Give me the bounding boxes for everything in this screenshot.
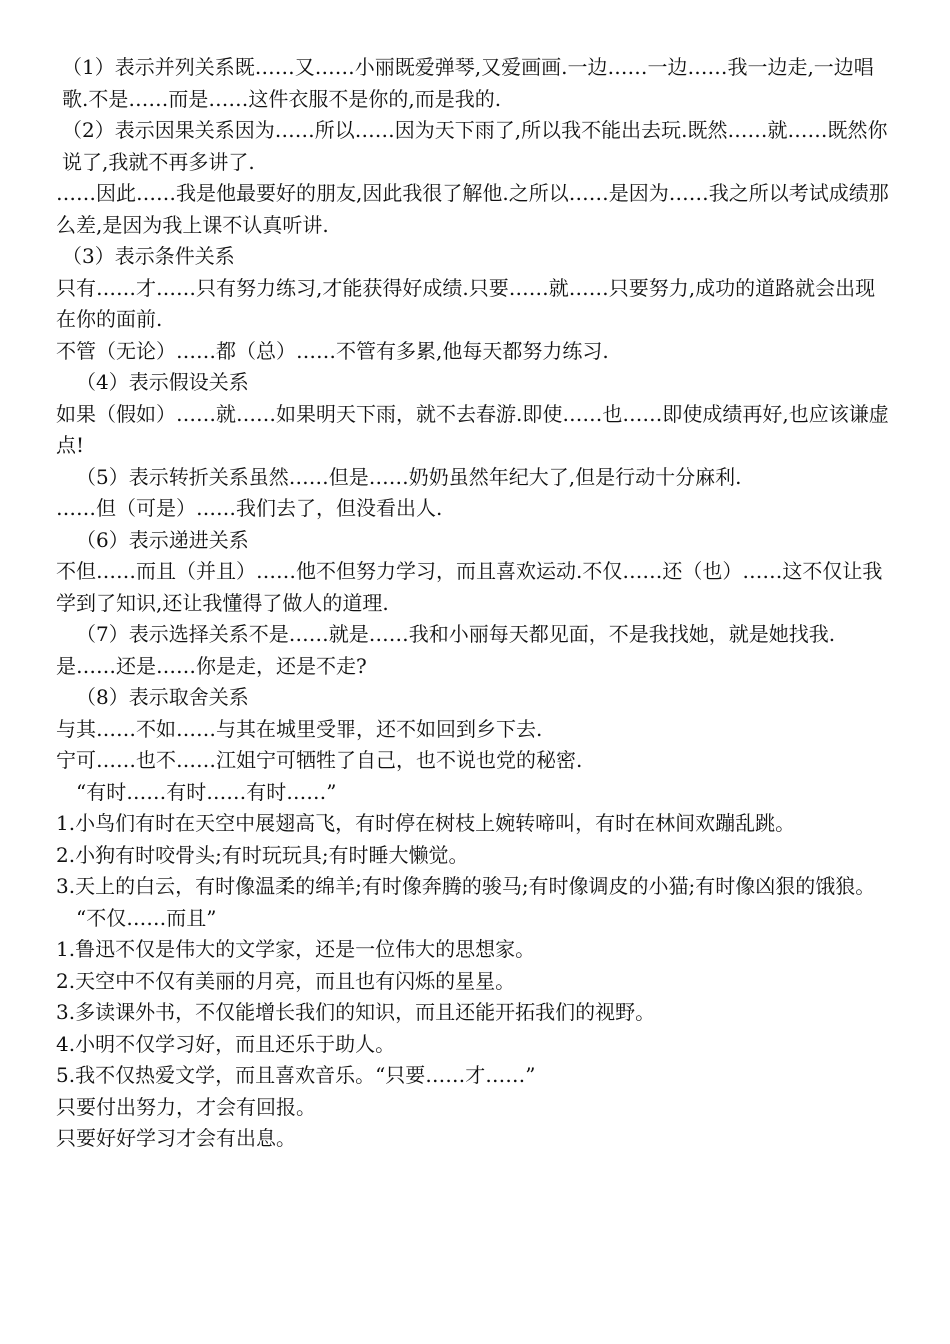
document-line: 4.小明不仅学习好，而且还乐于助人。 [56, 1031, 396, 1056]
document-body [56, 52, 894, 1155]
document-line: （4）表示假设关系 [76, 370, 249, 394]
document-line: 只要付出努力，才会有回报。 [56, 1094, 316, 1119]
document-line: 1.小鸟们有时在天空中展翅高飞，有时停在树枝上婉转啼叫，有时在林间欢蹦乱跳。 [56, 811, 796, 835]
document-line: 2.天空中不仅有美丽的月亮，而且也有闪烁的星星。 [56, 968, 516, 993]
document-line: （7）表示选择关系不是……就是……我和小丽每天都见面，不是我找她，就是她找我. [76, 622, 836, 646]
document-line: “有时……有时……有时……” [76, 779, 337, 804]
document-line: （5）表示转折关系虽然……但是……奶奶虽然年纪大了,但是行动十分麻利. [76, 464, 742, 489]
document-line: （1）表示并列关系既……又……小丽既爱弹琴,又爱画画.一边……一边……我一边走,一边唱歌.不是……而是……这件衣服不是你的,而是我的. [62, 55, 874, 111]
document-line: 只有……才……只有努力练习,才能获得好成绩.只要……就……只要努力,成功的道路就会出现在你的面前. [56, 275, 876, 331]
document-line: 是……还是……你是走，还是不走? [56, 653, 367, 678]
document-line: 宁可……也不……江姐宁可牺牲了自己，也不说也党的秘密. [56, 748, 583, 772]
document-line: （6）表示递进关系 [76, 527, 249, 552]
document-line: 3.天上的白云，有时像温柔的绵羊;有时像奔腾的骏马;有时像调皮的小猫;有时像凶狠的饿狼。 [56, 874, 876, 898]
document-line: 5.我不仅热爱文学，而且喜欢音乐。“只要……才……” [56, 1063, 536, 1087]
document-line: ……但（可是）……我们去了，但没看出人. [56, 496, 443, 520]
document-line: 2.小狗有时咬骨头;有时玩玩具;有时睡大懒觉。 [56, 842, 469, 867]
document-line: ……因此……我是他最要好的朋友,因此我很了解他.之所以……是因为……我之所以考试成绩那么差,是因为我上课不认真听讲. [56, 181, 889, 237]
document-line: 3.多读课外书，不仅能增长我们的知识，而且还能开拓我们的视野。 [56, 1000, 656, 1024]
document-line: 与其……不如……与其在城里受罪，还不如回到乡下去. [56, 716, 543, 741]
document-line: 不管（无论）……都（总）……不管有多累,他每天都努力练习. [56, 338, 609, 363]
document-line: 只要好好学习才会有出息。 [56, 1126, 296, 1150]
document-line: 1.鲁迅不仅是伟大的文学家，还是一位伟大的思想家。 [56, 937, 536, 961]
document-line: （2）表示因果关系因为……所以……因为天下雨了,所以我不能出去玩.既然……就……既然你说了,我就不再多讲了. [62, 118, 888, 174]
document-line: 如果（假如）……就……如果明天下雨，就不去春游.即使……也……即使成绩再好,也应该谦虚点! [56, 401, 889, 457]
document-line: 不但……而且（并且）……他不但努力学习，而且喜欢运动.不仅……还（也）……这不仅让我学到了知识,还让我懂得了做人的道理. [56, 559, 883, 615]
document-line: “不仅……而且” [76, 905, 217, 930]
document-line: （3）表示条件关系 [62, 244, 235, 268]
document-line: （8）表示取舍关系 [76, 685, 249, 709]
